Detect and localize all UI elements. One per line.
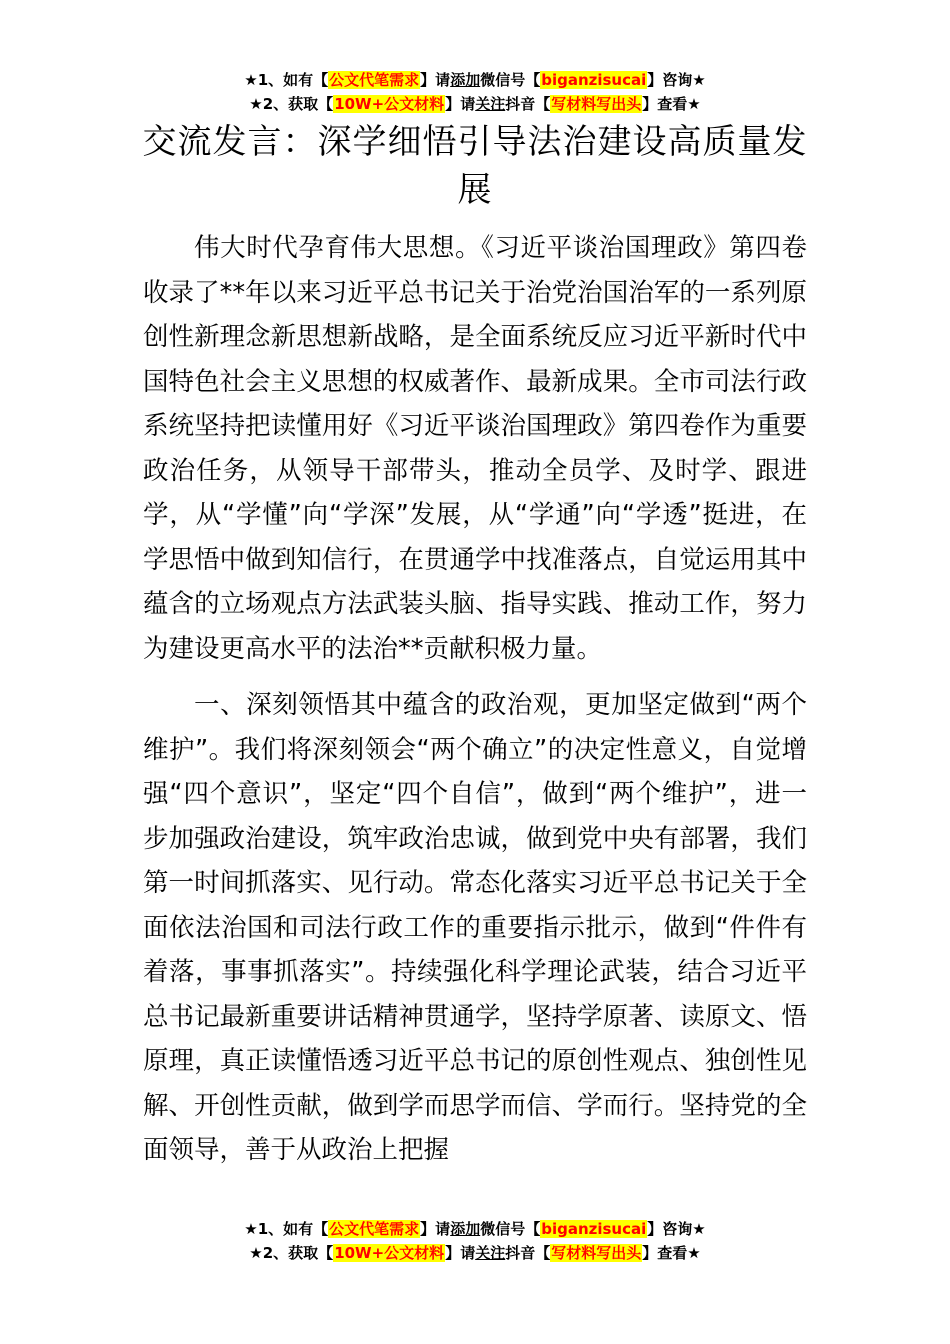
promo-line-1	[0, 68, 950, 92]
promo-text: 】咨询★	[647, 71, 706, 89]
footer-promo-banner	[0, 1217, 950, 1265]
paragraph-intro: 伟大时代孕育伟大思想。《习近平谈治国理政》第四卷收录了**年以来习近平总书记关于治党治国治军的一系列原创性新理念新思想新战略，是全面系统反应习近平新时代中国特色社会主义思想的权威著作、最新成果。全市司法行政系统坚持把读懂用好《习近平谈治国理政》第四卷作为重要政治任务，从领导干部带头，推动全员学、及时学、跟进学，从“学懂”向“学深”发展，从“学通”向“学透”挺进，在学思悟中做到知信行，在贯通学中找准落点，自觉运用其中蕴含的立场观点方法武装头脑、指导实践、推动工作，努力为建设更高水平的法治**贡献积极力量。	[143, 233, 807, 664]
promo-text: 微信号【	[480, 1220, 541, 1238]
promo-wechat-id: biganzisucai	[541, 71, 647, 89]
promo-text: 】咨询★	[647, 1220, 706, 1238]
promo-text: 】查看★	[642, 95, 701, 113]
promo-line-1	[0, 1217, 950, 1241]
promo-underlined: 添加	[450, 71, 481, 89]
promo-highlight: 10W+公文材料	[334, 1244, 445, 1262]
promo-douyin-id: 写材料写出头	[551, 95, 642, 113]
promo-text: 】请	[445, 95, 476, 113]
promo-text: 】查看★	[642, 1244, 701, 1262]
document-title: 交流发言：深学细悟引导法治建设高质量发展	[142, 122, 808, 210]
promo-text: 】请	[420, 71, 451, 89]
promo-text: ★2、获取【	[249, 95, 334, 113]
promo-wechat-id: biganzisucai	[541, 1220, 647, 1238]
promo-underlined: 添加	[450, 1220, 481, 1238]
promo-highlight: 公文代笔需求	[329, 71, 420, 89]
promo-text: ★2、获取【	[249, 1244, 334, 1262]
promo-text: 抖音【	[505, 95, 551, 113]
promo-highlight: 10W+公文材料	[334, 95, 445, 113]
promo-text: 】请	[420, 1220, 451, 1238]
document-body	[143, 226, 807, 1173]
promo-text: ★1、如有【	[244, 71, 329, 89]
promo-douyin-id: 写材料写出头	[551, 1244, 642, 1262]
promo-line-2	[0, 1241, 950, 1265]
promo-text: 微信号【	[480, 71, 541, 89]
promo-line-2	[0, 92, 950, 116]
header-promo-banner	[0, 68, 950, 116]
promo-text: ★1、如有【	[244, 1220, 329, 1238]
promo-underlined: 关注	[475, 95, 506, 113]
promo-text: 】请	[445, 1244, 476, 1262]
promo-underlined: 关注	[475, 1244, 506, 1262]
paragraph-section-1: 一、深刻领悟其中蕴含的政治观，更加坚定做到“两个维护”。我们将深刻领会“两个确立”的决定性意义，自觉增强“四个意识”，坚定“四个自信”，做到“两个维护”，进一步加强政治建设，筑牢政治忠诚，做到党中央有部署，我们第一时间抓落实、见行动。常态化落实习近平总书记关于全面依法治国和司法行政工作的重要指示批示，做到“件件有着落，事事抓落实”。持续强化科学理论武装，结合习近平总书记最新重要讲话精神贯通学，坚持学原著、读原文、悟原理，真正读懂悟透习近平总书记的原创性观点、独创性见解、开创性贡献，做到学而思学而信、学而行。坚持党的全面领导，善于从政治上把握	[143, 690, 807, 1165]
promo-text: 抖音【	[505, 1244, 551, 1262]
promo-highlight: 公文代笔需求	[329, 1220, 420, 1238]
